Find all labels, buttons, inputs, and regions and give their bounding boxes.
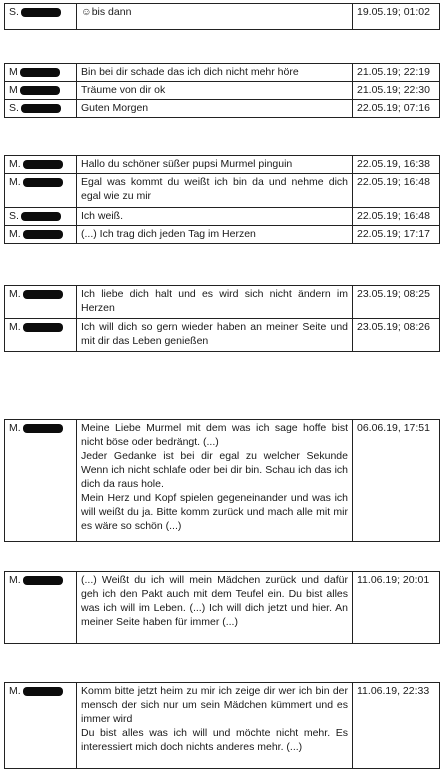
timestamp: 22.05.19; 17:17 — [353, 226, 440, 244]
timestamp: 22.05.19; 16:48 — [353, 174, 440, 208]
timestamp: 22.05.19; 16:48 — [353, 208, 440, 226]
message-row — [5, 156, 440, 174]
sender-cell — [5, 572, 77, 644]
message-row — [5, 174, 440, 208]
sender-cell — [5, 156, 77, 174]
sender-initial: M — [9, 84, 18, 96]
message-text: Meine Liebe Murmel mit dem was ich sage hoffe bist nicht böse oder bedrängt. (...) Jeder Gedanke ist bei dir egal zu welcher Sekunde Wenn ich nicht schlafe oder bei dir bin. Schau ich das ich dich da raus hole. Mein Herz und Kopf spielen gegeneinander und was ich will weißt du ja. Bitte komm zurück und mach alle mit mir es wäre so schön (...) — [77, 420, 353, 542]
sender-cell — [5, 100, 77, 118]
message-text: (...) Weißt du ich will mein Mädchen zurück und dafür geh ich den Pakt auch mit dem Teufel ein. Du bist alles was ich will im Leben. (...) Ich will dich jetzt und hier. An meiner Seite haben für immer (...) — [77, 572, 353, 644]
message-row — [5, 286, 440, 319]
sender-initial: M. — [9, 228, 21, 240]
message-text: ☺bis dann — [77, 4, 353, 30]
timestamp: 21.05.19; 22:30 — [353, 82, 440, 100]
sender-initial: S. — [9, 102, 19, 114]
timestamp: 23.05.19; 08:25 — [353, 286, 440, 319]
timestamp: 19.05.19; 01:02 — [353, 4, 440, 30]
sender-initial: M. — [9, 574, 21, 586]
redaction-bar — [21, 212, 61, 221]
message-block — [4, 63, 440, 118]
message-row — [5, 420, 440, 542]
sender-cell — [5, 286, 77, 319]
timestamp: 21.05.19; 22:19 — [353, 64, 440, 82]
sender-initial: M — [9, 66, 18, 78]
sender-cell — [5, 208, 77, 226]
timestamp: 06.06.19, 17:51 — [353, 420, 440, 542]
message-row — [5, 319, 440, 352]
redaction-bar — [23, 687, 63, 696]
timestamp: 22.05.19; 07:16 — [353, 100, 440, 118]
sender-initial: S. — [9, 210, 19, 222]
sender-cell — [5, 226, 77, 244]
message-block — [4, 571, 440, 644]
message-row — [5, 683, 440, 769]
redaction-bar — [21, 8, 61, 17]
message-block — [4, 419, 440, 542]
sender-initial: M. — [9, 685, 21, 697]
redaction-bar — [23, 290, 63, 299]
redaction-bar — [23, 178, 63, 187]
timestamp: 11.06.19; 20:01 — [353, 572, 440, 644]
sender-cell — [5, 64, 77, 82]
message-row — [5, 208, 440, 226]
message-text: Träume von dir ok — [77, 82, 353, 100]
message-block — [4, 285, 440, 352]
message-text: Hallo du schöner süßer pupsi Murmel pinguin — [77, 156, 353, 174]
message-text: Guten Morgen — [77, 100, 353, 118]
message-text: Ich liebe dich halt und es wird sich nicht ändern im Herzen — [77, 286, 353, 319]
redaction-bar — [20, 86, 60, 95]
sender-cell — [5, 319, 77, 352]
sender-cell — [5, 4, 77, 30]
sender-initial: S. — [9, 6, 19, 18]
sender-cell — [5, 174, 77, 208]
message-text: Ich weiß. — [77, 208, 353, 226]
sender-initial: M. — [9, 176, 21, 188]
sender-cell — [5, 683, 77, 769]
sender-initial: M. — [9, 158, 21, 170]
message-block — [4, 155, 440, 244]
sender-cell — [5, 82, 77, 100]
message-text: (...) Ich trag dich jeden Tag im Herzen — [77, 226, 353, 244]
redaction-bar — [21, 104, 61, 113]
message-row — [5, 100, 440, 118]
sender-initial: M. — [9, 422, 21, 434]
timestamp: 22.05.19, 16:38 — [353, 156, 440, 174]
message-text: Egal was kommt du weißt ich bin da und nehme dich egal wie zu mir — [77, 174, 353, 208]
redaction-bar — [23, 160, 63, 169]
sender-initial: M. — [9, 321, 21, 333]
message-row — [5, 226, 440, 244]
message-text: Bin bei dir schade das ich dich nicht mehr höre — [77, 64, 353, 82]
message-row — [5, 64, 440, 82]
sender-initial: M. — [9, 288, 21, 300]
redaction-bar — [20, 68, 60, 77]
timestamp: 11.06.19, 22:33 — [353, 683, 440, 769]
redaction-bar — [23, 230, 63, 239]
redaction-bar — [23, 323, 63, 332]
message-row — [5, 572, 440, 644]
message-block — [4, 682, 440, 769]
message-text: Ich will dich so gern wieder haben an meiner Seite und mit dir das Leben genießen — [77, 319, 353, 352]
timestamp: 23.05.19; 08:26 — [353, 319, 440, 352]
message-row — [5, 82, 440, 100]
redaction-bar — [23, 424, 63, 433]
message-row — [5, 4, 440, 30]
sender-cell — [5, 420, 77, 542]
message-block — [4, 3, 440, 30]
message-text: Komm bitte jetzt heim zu mir ich zeige dir wer ich bin der mensch der sich nur um sein Mädchen kümmert und es immer wird Du bist alles was ich will und möchte nicht mehr. Es interessiert mich doch nichts anderes mehr. (...) — [77, 683, 353, 769]
redaction-bar — [23, 576, 63, 585]
